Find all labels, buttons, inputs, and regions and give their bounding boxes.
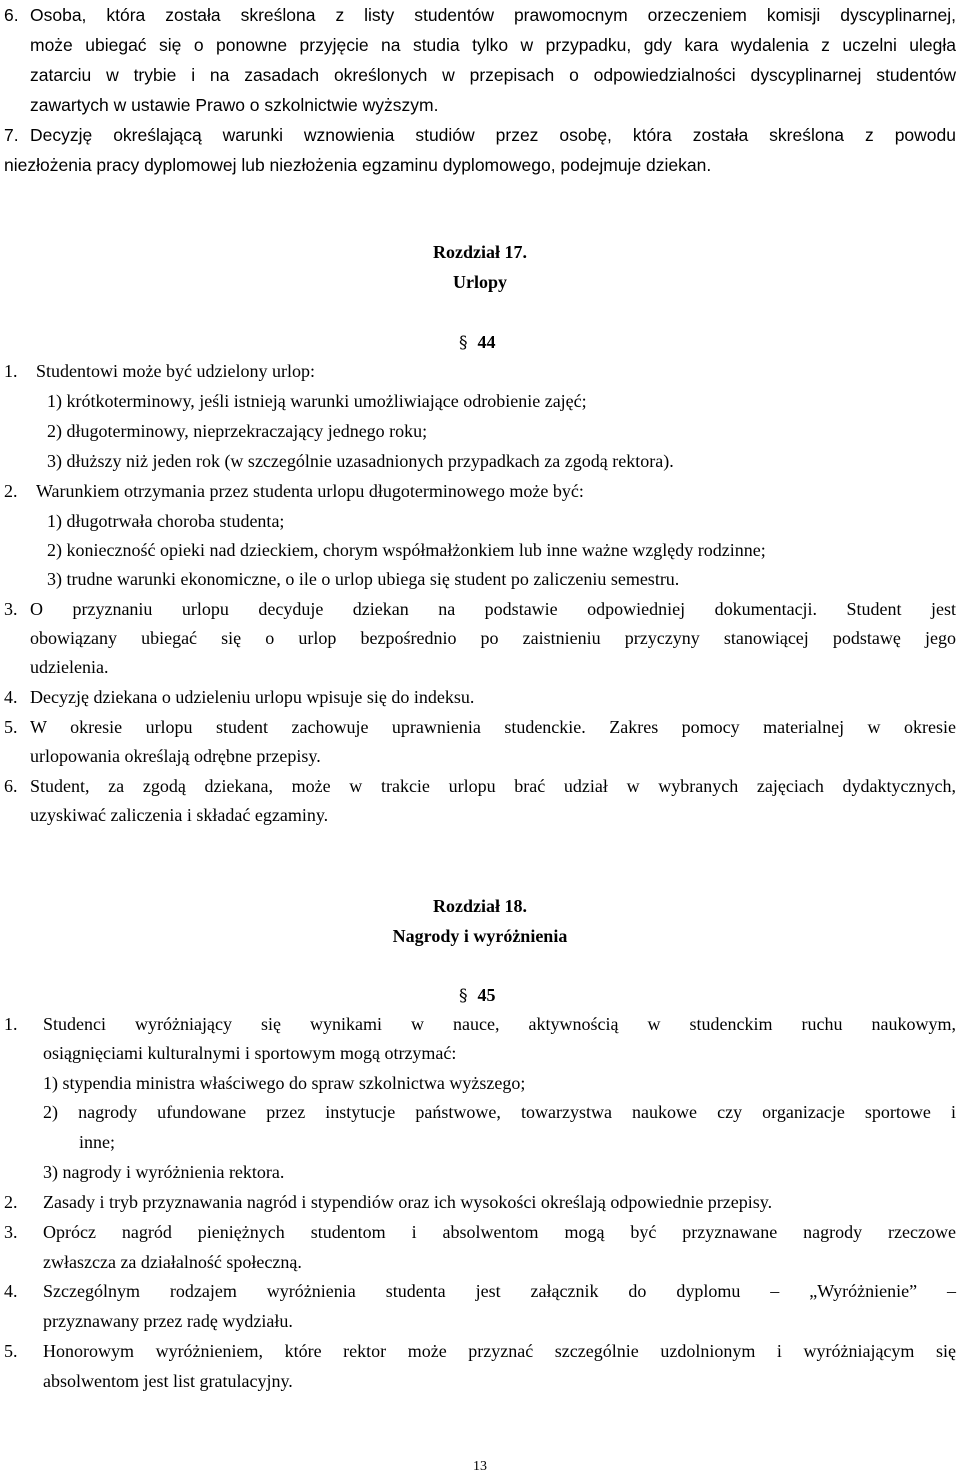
item-number: 7. [4,125,19,145]
text-line: Student, za zgodą dziekana, może w trakcie urlopu brać udział w wybranych zajęciach dydaktycznych, [30,776,956,796]
text-line: Oprócz nagród pieniężnych studentom i absolwentom mogą być przyznawane nagrody rzeczowe [43,1222,956,1242]
text-line: uzyskiwać zaliczenia i składać egzaminy. [30,805,329,825]
section-number [459,984,496,1007]
sub-item: 3) nagrody i wyróżnienia rektora. [43,1162,285,1182]
text-line: Decyzję określającą warunki wznowienia studiów przez osobę, która została skreślona z powodu [30,125,956,145]
item-number: 5. [4,1341,18,1361]
text-line: może ubiegać się o ponowne przyjęcie na studia tylko w przypadku, gdy kara wydalenia z uczelni uległa [30,35,956,55]
text-line: zawartych w ustawie Prawo o szkolnictwie wyższym. [30,95,439,115]
section-sign: § [459,333,468,353]
item-number: 2. [4,1192,18,1212]
item-number: 1. [4,1014,18,1034]
sub-item: 2) długoterminowy, nieprzekraczający jednego roku; [47,421,428,441]
sub-item: 1) stypendia ministra właściwego do spraw szkolnictwa wyższego; [43,1073,526,1093]
text-line: obowiązany ubiegać się o urlop bezpośrednio po zaistnieniu przyczyny stanowiącej podstawę jego [30,628,956,648]
sub-item: 3) dłuższy niż jeden rok (w szczególnie uzasadnionych przypadkach za zgodą rektora). [47,451,674,471]
section-sign: § [459,986,468,1006]
item-number: 4. [4,687,18,707]
sub-item: 1) długotrwała choroba studenta; [47,511,285,531]
item-number: 3. [4,599,18,619]
text-line: zatarciu w trybie i na zasadach określonych w przepisach o odpowiedzialności dyscyplinarnej studentów [30,65,956,85]
section-number [459,331,496,354]
item-number: 3. [4,1222,18,1242]
text-line: niezłożenia pracy dyplomowej lub niezłożenia egzaminu dyplomowego, podejmuje dziekan. [4,155,712,175]
text-line: W okresie urlopu student zachowuje uprawnienia studenckie. Zakres pomocy materialnej w okresie [30,717,956,737]
text-line: Studenci wyróżniający się wynikami w nauce, aktywnością w studenckim ruchu naukowym, [43,1014,956,1034]
item-number: 6. [4,5,19,25]
item-number: 4. [4,1281,18,1301]
item-number: 2. [4,481,18,501]
text-line: Osoba, która została skreślona z listy studentów prawomocnym orzeczeniem komisji dyscyplinarnej, [30,5,956,25]
text-line: O przyznaniu urlopu decyduje dziekan na podstawie odpowiedniej dokumentacji. Student jest [30,599,956,619]
sub-item: 2) nagrody ufundowane przez instytucje państwowe, towarzystwa naukowe czy organizacje sportowe i [43,1102,956,1122]
text-line: Studentowi może być udzielony urlop: [36,361,315,381]
sub-item-continuation: inne; [79,1132,115,1152]
text-line: absolwentom jest list gratulacyjny. [43,1371,293,1391]
text-line: zwłaszcza za działalność społeczną. [43,1252,302,1272]
text-line: Decyzję dziekana o udzieleniu urlopu wpisuje się do indeksu. [30,687,475,707]
sub-item: 3) trudne warunki ekonomiczne, o ile o urlop ubiega się student po zaliczeniu semestru. [47,569,680,589]
text-line: urlopowania określają odrębne przepisy. [30,746,321,766]
sub-item: 1) krótkoterminowy, jeśli istnieją warunki umożliwiające odrobienie zajęć; [47,391,587,411]
sub-item: 2) konieczność opieki nad dzieckiem, chorym współmałżonkiem lub inne ważne względy rodzinne; [47,540,766,560]
chapter-heading: Rozdział 18. [433,896,527,916]
chapter-heading: Rozdział 17. [433,242,527,262]
page-number: 13 [473,1459,487,1474]
text-line: przyznawany przez radę wydziału. [43,1311,293,1331]
chapter-title: Urlopy [453,272,507,292]
text-line: Zasady i tryb przyznawania nagród i stypendiów oraz ich wysokości określają odpowiednie przepisy. [43,1192,773,1212]
text-line: osiągnięciami kulturalnymi i sportowym mogą otrzymać: [43,1043,457,1063]
item-number: 6. [4,776,18,796]
text-line: udzielenia. [30,657,109,677]
chapter-title: Nagrody i wyróżnienia [392,926,568,946]
item-number: 1. [4,361,18,381]
text-line: Warunkiem otrzymania przez studenta urlopu długoterminowego może być: [36,481,584,501]
section-number-value: 44 [477,332,496,352]
text-line: Honorowym wyróżnieniem, które rektor może przyznać szczególnie uzdolnionym i wyróżniającym się [43,1341,956,1361]
section-number-value: 45 [477,985,496,1005]
text-line: Szczególnym rodzajem wyróżnienia studenta jest załącznik do dyplomu – „Wyróżnienie” – [43,1281,956,1301]
item-number: 5. [4,717,18,737]
